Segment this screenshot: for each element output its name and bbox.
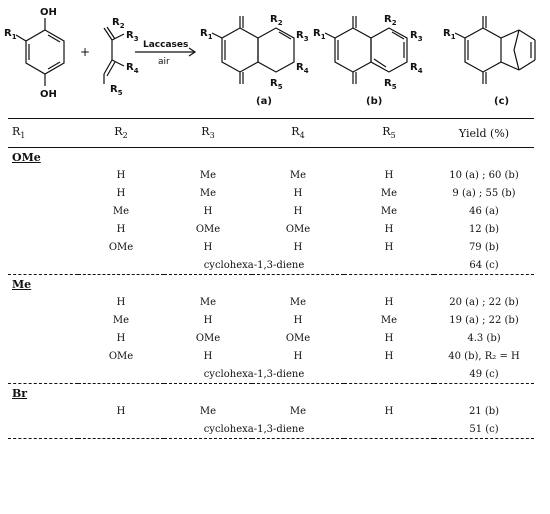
- svg-text:R5: $R_5$: [110, 84, 123, 97]
- diene-label: cyclohexa-1,3-diene: [203, 259, 305, 271]
- table-row: [8, 220, 534, 238]
- svg-text:R4: $R_4$: [410, 62, 423, 75]
- diene-yield: 64 (c): [469, 259, 499, 271]
- table-cell: Me: [380, 314, 398, 326]
- diene-yield: 49 (c): [469, 368, 499, 380]
- table-cell: Me: [289, 405, 307, 417]
- table-cell: H: [203, 241, 213, 253]
- table-cell: H: [293, 314, 303, 326]
- column-header: $R_1$: [12, 125, 26, 141]
- table-row: [8, 202, 534, 220]
- table-cell: H: [293, 350, 303, 362]
- column-header: Yield (%): [458, 126, 510, 140]
- svg-text:R5: $R_5$: [384, 78, 397, 91]
- table-cell: H: [293, 241, 303, 253]
- svg-text:R3: $R_3$: [126, 30, 139, 43]
- table-cell: OMe: [285, 223, 311, 235]
- product-a-label: (a): [256, 96, 272, 107]
- table-cell: OMe: [108, 350, 134, 362]
- table-cell: 19 (a) ; 22 (b): [449, 314, 519, 326]
- table-row: [8, 293, 534, 311]
- table-cell: Me: [199, 169, 217, 181]
- svg-text:R3: $R_3$: [296, 30, 309, 43]
- table-row: [8, 329, 534, 347]
- table-cell: Me: [380, 205, 398, 217]
- reagent-bottom-label: air: [158, 57, 170, 67]
- svg-text:R2: $R_2$: [270, 14, 283, 27]
- table-cell: H: [293, 187, 303, 199]
- table-cell: H: [384, 405, 394, 417]
- table-cell: OMe: [195, 332, 221, 344]
- table-rule: [8, 438, 534, 439]
- table-cell: H: [116, 332, 126, 344]
- table-cell: H: [203, 205, 213, 217]
- table-cell: Me: [199, 405, 217, 417]
- table-cell: 4.3 (b): [467, 332, 501, 344]
- group-row: [8, 384, 534, 402]
- table-row: [8, 311, 534, 329]
- table-cell: 21 (b): [468, 405, 500, 417]
- table-cell: H: [203, 350, 213, 362]
- group-name: Br: [12, 386, 28, 400]
- diene-row: [8, 365, 534, 384]
- table-cell: Me: [380, 187, 398, 199]
- yield-table-wrapper: [8, 118, 534, 439]
- table-cell: H: [116, 187, 126, 199]
- svg-text:R2: $R_2$: [112, 17, 125, 30]
- table-cell: H: [203, 314, 213, 326]
- group-name: OMe: [12, 150, 41, 164]
- table-row: [8, 347, 534, 365]
- diene-row: [8, 256, 534, 275]
- group-name: Me: [12, 277, 32, 291]
- table-cell: 9 (a) ; 55 (b): [452, 187, 516, 199]
- table-cell: Me: [289, 169, 307, 181]
- scheme-oh-bottom: OH: [40, 89, 57, 100]
- table-cell: 46 (a): [469, 205, 499, 217]
- table-cell: H: [116, 405, 126, 417]
- table-row: [8, 402, 534, 420]
- table-cell: H: [384, 241, 394, 253]
- svg-text:R1: $R_1$: [313, 28, 326, 41]
- scheme-oh-top: OH: [40, 7, 57, 18]
- diene-label: cyclohexa-1,3-diene: [203, 423, 305, 435]
- reagent-top-label: Laccases: [143, 40, 189, 50]
- table-cell: H: [384, 169, 394, 181]
- table-row: [8, 184, 534, 202]
- table-row: [8, 238, 534, 256]
- svg-text:R4: $R_4$: [126, 62, 139, 75]
- table-cell: H: [116, 223, 126, 235]
- table-cell: Me: [199, 296, 217, 308]
- diene-yield: 51 (c): [469, 423, 499, 435]
- table-cell: H: [384, 350, 394, 362]
- diene-label: cyclohexa-1,3-diene: [203, 368, 305, 380]
- table-cell: H: [293, 205, 303, 217]
- table-cell: 10 (a) ; 60 (b): [449, 169, 519, 181]
- table-cell: H: [116, 169, 126, 181]
- column-header: $R_2$: [114, 125, 128, 141]
- svg-text:R3: $R_3$: [410, 30, 423, 43]
- table-cell: 20 (a) ; 22 (b): [449, 296, 519, 308]
- column-header: $R_3$: [201, 125, 215, 141]
- table-cell: OMe: [195, 223, 221, 235]
- product-b-label: (b): [366, 96, 383, 107]
- yield-table: [8, 118, 534, 439]
- group-row: [8, 275, 534, 293]
- svg-text:R1: $R_1$: [443, 28, 456, 41]
- table-cell: Me: [289, 296, 307, 308]
- table-cell: Me: [112, 205, 130, 217]
- table-cell: Me: [199, 187, 217, 199]
- column-header: $R_5$: [382, 125, 396, 141]
- table-cell: Me: [112, 314, 130, 326]
- svg-text:R1: $R_1$: [200, 28, 213, 41]
- column-header: $R_4$: [291, 125, 305, 141]
- table-header-row: [8, 119, 534, 147]
- table-cell: 12 (b): [468, 223, 500, 235]
- table-cell: 40 (b), R₂ = H: [448, 350, 520, 362]
- diene-row: [8, 420, 534, 438]
- svg-text:R4: $R_4$: [296, 62, 309, 75]
- table-cell: OMe: [285, 332, 311, 344]
- reaction-scheme: [0, 0, 550, 110]
- plus-sign: +: [80, 45, 91, 59]
- table-cell: H: [384, 332, 394, 344]
- svg-text:R1: $R_1$: [4, 28, 17, 41]
- product-c-label: (c): [494, 96, 510, 107]
- table-row: [8, 166, 534, 184]
- table-cell: H: [384, 296, 394, 308]
- table-cell: H: [116, 296, 126, 308]
- group-row: [8, 148, 534, 167]
- table-cell: OMe: [108, 241, 134, 253]
- svg-text:R2: $R_2$: [384, 14, 397, 27]
- table-cell: H: [384, 223, 394, 235]
- table-cell: 79 (b): [468, 241, 500, 253]
- svg-text:R5: $R_5$: [270, 78, 283, 91]
